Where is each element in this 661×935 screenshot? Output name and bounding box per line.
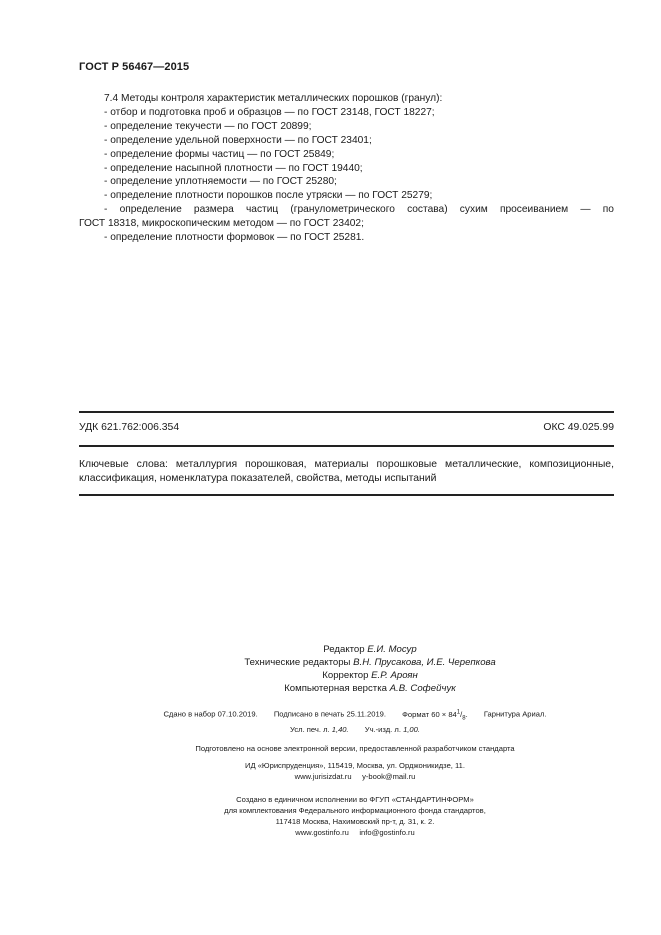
list-item: - отбор и подготовка проб и образцов — по ГОСТ 23148, ГОСТ 18227; <box>104 106 435 118</box>
word: металлургия <box>175 459 238 470</box>
word: по <box>602 204 614 216</box>
editor-line <box>160 643 580 656</box>
publisher-block <box>80 760 630 782</box>
methods-section <box>79 92 614 245</box>
corrector-line <box>160 669 580 682</box>
word: материалы <box>314 459 369 470</box>
divider-bottom <box>79 494 614 496</box>
imprint-row-1 <box>80 707 630 724</box>
document-id: ГОСТ Р 56467—2015 <box>79 61 190 73</box>
word: - <box>104 204 108 216</box>
divider-top <box>79 411 614 413</box>
tech-editors-names: В.Н. Прусакова, И.Е. Черепкова <box>353 657 496 668</box>
word: Ключевые <box>79 459 129 470</box>
layout-label: Компьютерная верстка <box>284 683 387 694</box>
divider-middle <box>79 445 614 447</box>
word: слова: <box>136 459 168 470</box>
imprint-block <box>80 707 630 754</box>
section-heading: 7.4 Методы контроля характеристик металлических порошков (гранул): <box>104 93 443 104</box>
keywords-line-1 <box>79 458 614 472</box>
classification-row <box>79 422 614 433</box>
oks-code: ОКС 49.025.99 <box>543 422 614 433</box>
tech-editors-line <box>160 656 580 669</box>
udk-code: УДК 621.762:006.354 <box>79 422 180 433</box>
list-item-justified <box>79 203 614 217</box>
typeface: Гарнитура Ариал. <box>483 709 547 719</box>
imprint-row-2: Усл. печ. л. 1,40. Уч.-изд. л. 1,00. <box>290 725 420 735</box>
producer-block <box>80 794 630 838</box>
list-item-continuation: ГОСТ 18318, микроскопическим методом — по ГОСТ 23402; <box>79 218 364 230</box>
word: просеиванием <box>499 204 569 216</box>
layout-name: А.В. Софейчук <box>389 683 456 694</box>
word: сухим <box>459 204 488 216</box>
corrector-label: Корректор <box>322 670 369 681</box>
word: металлические, <box>445 459 522 470</box>
word: размера <box>193 204 234 216</box>
list-item: - определение плотности формовок — по ГОСТ 25281. <box>104 232 365 244</box>
word: порошковые <box>376 459 438 470</box>
signed-for-print: Подписано в печать 25.11.2019. <box>273 709 387 719</box>
tech-editors-label: Технические редакторы <box>244 657 351 668</box>
editor-name: Е.И. Мосур <box>367 644 417 655</box>
format: Формат $60 \times 84^1/_8$. <box>402 709 468 722</box>
list-item: - определение уплотняемости — по ГОСТ 25280; <box>104 176 337 188</box>
word: порошковая, <box>245 459 307 470</box>
sent-to-typesetting: Сдано в набор 07.10.2019. <box>163 709 258 719</box>
producer-contacts: www.gostinfo.ru info@gostinfo.ru <box>295 828 415 837</box>
producer-address: 117418 Москва, Нахимовский пр-т, д. 31, к. 2. <box>275 817 435 826</box>
word: (гранулометрического <box>290 204 395 216</box>
publisher-address: ИД «Юриспруденция», 115419, Москва, ул. Орджоникидзе, 11. <box>244 761 466 770</box>
list-item: - определение формы частиц — по ГОСТ 25849; <box>104 148 335 160</box>
producer-line-2: для комплектования Федерального информационного фонда стандартов, <box>224 806 486 815</box>
credits-block <box>160 643 580 695</box>
list-item: - определение текучести — по ГОСТ 20899; <box>104 120 312 132</box>
corrector-name: Е.Р. Ароян <box>371 670 418 681</box>
word: состава) <box>407 204 448 216</box>
keywords-block <box>79 458 614 485</box>
word: — <box>580 204 591 216</box>
publisher-contacts: www.jurisizdat.ru y-book@mail.ru <box>294 772 416 781</box>
word: композиционные, <box>529 459 614 470</box>
list-item: - определение удельной поверхности — по ГОСТ 23401; <box>104 134 372 146</box>
list-item: - определение плотности порошков после утряски — по ГОСТ 25279; <box>104 190 433 202</box>
word: частиц <box>245 204 279 216</box>
producer-line-1: Создано в единичном исполнении во ФГУП «СТАНДАРТИНФОРМ» <box>236 795 474 804</box>
layout-line <box>160 682 580 695</box>
prepared-note: Подготовлено на основе электронной версии, предоставленной разработчиком стандарта <box>195 744 515 754</box>
editor-label: Редактор <box>323 644 365 655</box>
keywords-line-2: классификация, номенклатура показателей, свойства, методы испытаний <box>79 472 437 484</box>
word: определение <box>119 204 182 216</box>
list-item: - определение насыпной плотности — по ГОСТ 19440; <box>104 162 363 174</box>
